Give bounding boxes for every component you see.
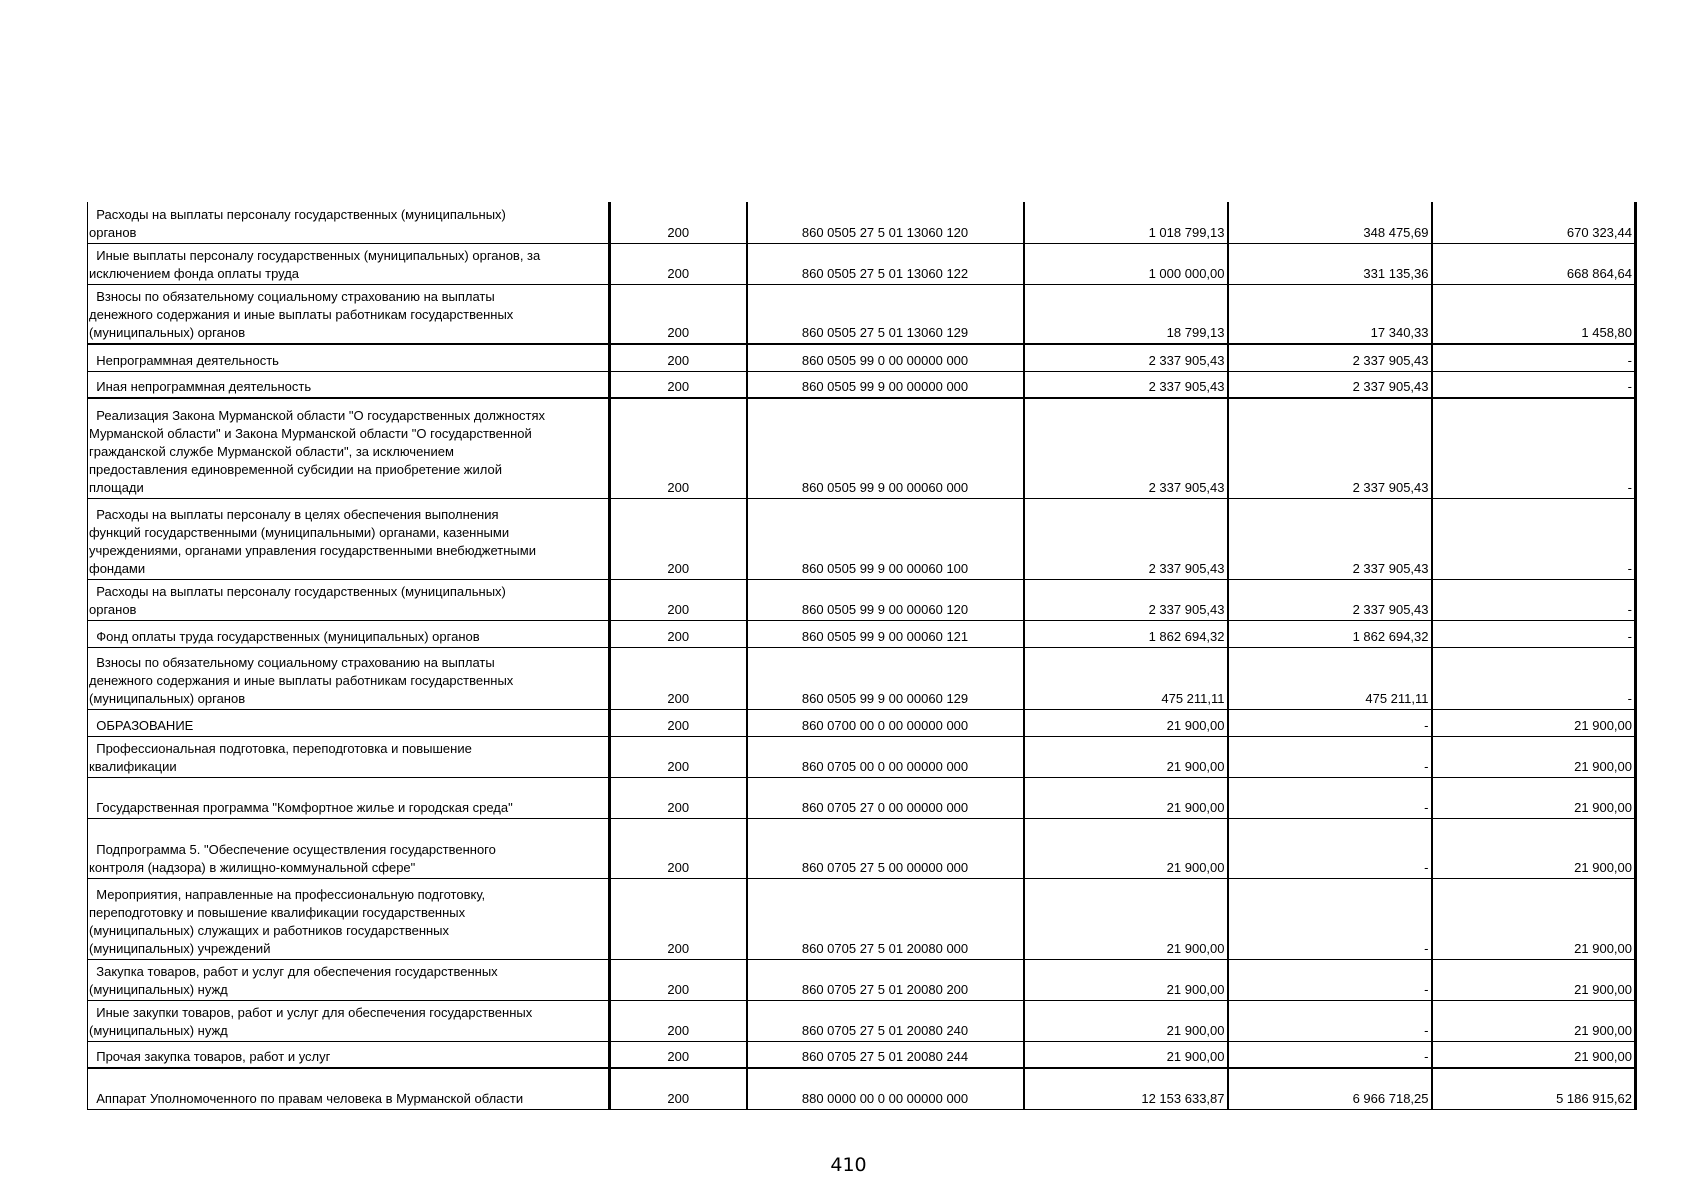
row-kbk: 860 0505 99 0 00 00000 000 — [747, 344, 1024, 371]
table-row — [88, 1000, 1636, 1041]
row-remaining: 21 900,00 — [1432, 736, 1636, 777]
row-executed: 2 337 905,43 — [1228, 579, 1432, 620]
row-assigned: 2 337 905,43 — [1024, 579, 1228, 620]
row-name: Прочая закупка товаров, работ и услуг — [88, 1041, 610, 1068]
row-executed: 331 135,36 — [1228, 243, 1432, 284]
row-code: 200 — [610, 709, 747, 736]
row-executed: - — [1228, 736, 1432, 777]
row-remaining: - — [1432, 647, 1636, 709]
row-name: ОБРАЗОВАНИЕ — [88, 709, 610, 736]
row-kbk: 860 0705 27 5 01 20080 200 — [747, 959, 1024, 1000]
table-row — [88, 620, 1636, 647]
table-row — [88, 344, 1636, 371]
row-code: 200 — [610, 344, 747, 371]
row-assigned: 21 900,00 — [1024, 709, 1228, 736]
row-executed: - — [1228, 709, 1432, 736]
row-name: Профессиональная подготовка, переподготовка и повышение квалификации — [88, 736, 610, 777]
row-name: Реализация Закона Мурманской области "О государственных должностях Мурманской области" и Закона Мурманской области "О государственной гражданской службе Мурманской области", за исключением предоставления единовременной субсидии на приобретение жилой площади — [88, 398, 610, 498]
row-executed: - — [1228, 777, 1432, 818]
row-remaining: 21 900,00 — [1432, 777, 1636, 818]
row-remaining: - — [1432, 371, 1636, 398]
row-assigned: 18 799,13 — [1024, 284, 1228, 344]
table-row — [88, 243, 1636, 284]
table-row — [88, 1068, 1636, 1109]
row-remaining: 21 900,00 — [1432, 709, 1636, 736]
row-assigned: 21 900,00 — [1024, 818, 1228, 878]
row-kbk: 860 0505 27 5 01 13060 122 — [747, 243, 1024, 284]
row-code: 200 — [610, 371, 747, 398]
row-code: 200 — [610, 1068, 747, 1109]
row-remaining: 21 900,00 — [1432, 1041, 1636, 1068]
row-code: 200 — [610, 243, 747, 284]
page-number: 410 — [830, 1154, 867, 1176]
row-code: 200 — [610, 1000, 747, 1041]
row-name: Иная непрограммная деятельность — [88, 371, 610, 398]
table-row — [88, 398, 1636, 498]
row-kbk: 880 0000 00 0 00 00000 000 — [747, 1068, 1024, 1109]
row-executed: 6 966 718,25 — [1228, 1068, 1432, 1109]
row-name: Расходы на выплаты персоналу государственных (муниципальных) органов — [88, 579, 610, 620]
row-code: 200 — [610, 284, 747, 344]
row-executed: 2 337 905,43 — [1228, 371, 1432, 398]
row-assigned: 2 337 905,43 — [1024, 344, 1228, 371]
row-kbk: 860 0705 27 5 00 00000 000 — [747, 818, 1024, 878]
budget-table — [87, 202, 1637, 1110]
row-assigned: 2 337 905,43 — [1024, 398, 1228, 498]
row-code: 200 — [610, 959, 747, 1000]
row-kbk: 860 0505 99 9 00 00060 100 — [747, 498, 1024, 579]
row-remaining: 668 864,64 — [1432, 243, 1636, 284]
row-kbk: 860 0705 27 5 01 20080 000 — [747, 878, 1024, 959]
row-code: 200 — [610, 736, 747, 777]
row-code: 200 — [610, 398, 747, 498]
row-kbk: 860 0705 00 0 00 00000 000 — [747, 736, 1024, 777]
row-code: 200 — [610, 818, 747, 878]
row-assigned: 21 900,00 — [1024, 736, 1228, 777]
row-executed: 2 337 905,43 — [1228, 498, 1432, 579]
table-row — [88, 202, 1636, 243]
table-row — [88, 818, 1636, 878]
row-remaining: 21 900,00 — [1432, 959, 1636, 1000]
row-name: Расходы на выплаты персоналу государственных (муниципальных) органов — [88, 202, 610, 243]
row-code: 200 — [610, 202, 747, 243]
row-name: Взносы по обязательному социальному страхованию на выплаты денежного содержания и иные выплаты работникам государственных (муниципальных) органов — [88, 284, 610, 344]
table-row — [88, 1041, 1636, 1068]
table-body — [88, 202, 1636, 1109]
row-kbk: 860 0505 99 9 00 00000 000 — [747, 371, 1024, 398]
row-assigned: 1 862 694,32 — [1024, 620, 1228, 647]
table-row — [88, 371, 1636, 398]
row-executed: 1 862 694,32 — [1228, 620, 1432, 647]
row-assigned: 21 900,00 — [1024, 1041, 1228, 1068]
row-code: 200 — [610, 777, 747, 818]
table-row — [88, 736, 1636, 777]
row-name: Взносы по обязательному социальному страхованию на выплаты денежного содержания и иные выплаты работникам государственных (муниципальных) органов — [88, 647, 610, 709]
row-remaining: 5 186 915,62 — [1432, 1068, 1636, 1109]
table-row — [88, 579, 1636, 620]
row-executed: - — [1228, 818, 1432, 878]
row-executed: - — [1228, 959, 1432, 1000]
row-executed: 2 337 905,43 — [1228, 398, 1432, 498]
row-name: Иные выплаты персоналу государственных (муниципальных) органов, за исключением фонда оплаты труда — [88, 243, 610, 284]
row-name: Подпрограмма 5. "Обеспечение осуществления государственного контроля (надзора) в жилищно-коммунальной сфере" — [88, 818, 610, 878]
row-kbk: 860 0705 27 5 01 20080 240 — [747, 1000, 1024, 1041]
row-kbk: 860 0505 99 9 00 00060 120 — [747, 579, 1024, 620]
row-assigned: 2 337 905,43 — [1024, 498, 1228, 579]
table-row — [88, 777, 1636, 818]
row-code: 200 — [610, 1041, 747, 1068]
row-kbk: 860 0505 99 9 00 00060 121 — [747, 620, 1024, 647]
row-remaining: - — [1432, 620, 1636, 647]
row-kbk: 860 0505 99 9 00 00060 000 — [747, 398, 1024, 498]
table-row — [88, 647, 1636, 709]
row-name: Государственная программа "Комфортное жилье и городская среда" — [88, 777, 610, 818]
row-name: Мероприятия, направленные на профессиональную подготовку, переподготовку и повышение квалификации государственных (муниципальных) служащих и работников государственных (муниципальных) учреждений — [88, 878, 610, 959]
row-name: Аппарат Уполномоченного по правам человека в Мурманской области — [88, 1068, 610, 1109]
table-row — [88, 498, 1636, 579]
row-remaining: 1 458,80 — [1432, 284, 1636, 344]
row-kbk: 860 0505 99 9 00 00060 129 — [747, 647, 1024, 709]
row-remaining: - — [1432, 579, 1636, 620]
row-name: Фонд оплаты труда государственных (муниципальных) органов — [88, 620, 610, 647]
row-code: 200 — [610, 579, 747, 620]
row-executed: - — [1228, 1041, 1432, 1068]
row-remaining: 21 900,00 — [1432, 1000, 1636, 1041]
row-assigned: 21 900,00 — [1024, 777, 1228, 818]
row-name: Иные закупки товаров, работ и услуг для обеспечения государственных (муниципальных) нужд — [88, 1000, 610, 1041]
table-row — [88, 284, 1636, 344]
table-row — [88, 959, 1636, 1000]
row-executed: 348 475,69 — [1228, 202, 1432, 243]
table-row — [88, 709, 1636, 736]
row-kbk: 860 0505 27 5 01 13060 120 — [747, 202, 1024, 243]
row-remaining: 21 900,00 — [1432, 818, 1636, 878]
row-kbk: 860 0705 27 0 00 00000 000 — [747, 777, 1024, 818]
row-executed: 2 337 905,43 — [1228, 344, 1432, 371]
row-remaining: - — [1432, 344, 1636, 371]
row-kbk: 860 0505 27 5 01 13060 129 — [747, 284, 1024, 344]
row-assigned: 2 337 905,43 — [1024, 371, 1228, 398]
row-executed: - — [1228, 878, 1432, 959]
row-code: 200 — [610, 620, 747, 647]
row-assigned: 21 900,00 — [1024, 959, 1228, 1000]
row-assigned: 21 900,00 — [1024, 878, 1228, 959]
row-remaining: - — [1432, 498, 1636, 579]
row-remaining: 670 323,44 — [1432, 202, 1636, 243]
row-assigned: 1 000 000,00 — [1024, 243, 1228, 284]
row-assigned: 1 018 799,13 — [1024, 202, 1228, 243]
row-executed: 475 211,11 — [1228, 647, 1432, 709]
row-name: Непрограммная деятельность — [88, 344, 610, 371]
table-row — [88, 878, 1636, 959]
row-code: 200 — [610, 498, 747, 579]
row-assigned: 12 153 633,87 — [1024, 1068, 1228, 1109]
row-remaining: - — [1432, 398, 1636, 498]
row-executed: - — [1228, 1000, 1432, 1041]
row-remaining: 21 900,00 — [1432, 878, 1636, 959]
row-code: 200 — [610, 647, 747, 709]
row-code: 200 — [610, 878, 747, 959]
row-assigned: 21 900,00 — [1024, 1000, 1228, 1041]
row-kbk: 860 0700 00 0 00 00000 000 — [747, 709, 1024, 736]
row-executed: 17 340,33 — [1228, 284, 1432, 344]
row-name: Закупка товаров, работ и услуг для обеспечения государственных (муниципальных) нужд — [88, 959, 610, 1000]
row-assigned: 475 211,11 — [1024, 647, 1228, 709]
row-kbk: 860 0705 27 5 01 20080 244 — [747, 1041, 1024, 1068]
row-name: Расходы на выплаты персоналу в целях обеспечения выполнения функций государственными (муниципальными) органами, казенными учреждениями, органами управления государственными внебюджетными фондами — [88, 498, 610, 579]
